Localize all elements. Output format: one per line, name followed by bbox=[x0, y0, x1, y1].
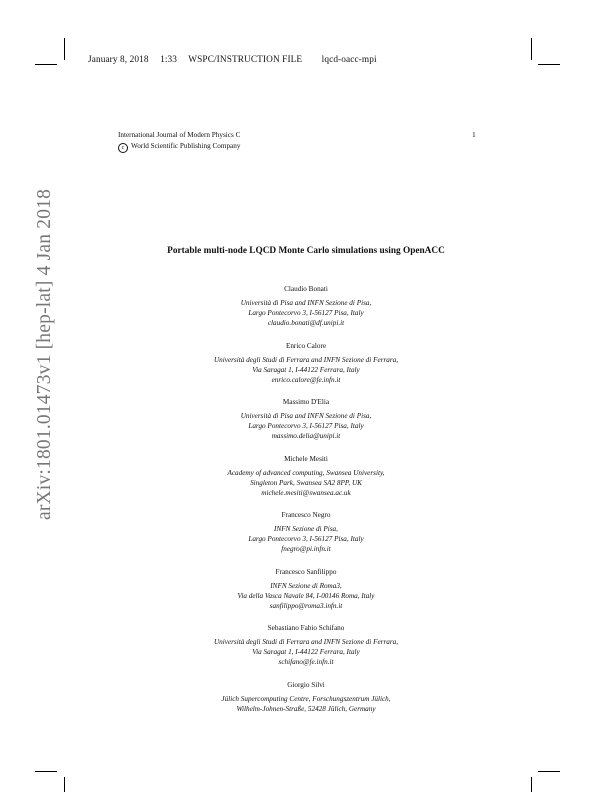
crop-mark-top-left-h bbox=[35, 64, 57, 65]
crop-mark-top-right-h bbox=[538, 64, 560, 65]
author-email: fnegro@pi.infn.it bbox=[281, 545, 331, 554]
author-block bbox=[0, 510, 612, 567]
affiliation-line: Via Saragat 1, I-44122 Ferrara, Italy bbox=[252, 365, 360, 374]
author-affiliation bbox=[0, 524, 612, 555]
author-list bbox=[0, 284, 612, 736]
author-affiliation bbox=[0, 694, 612, 714]
author-block bbox=[0, 454, 612, 511]
author-block bbox=[0, 397, 612, 454]
author-block bbox=[0, 341, 612, 398]
affiliation-line: Largo Pontecorvo 3, I-56127 Pisa, Italy bbox=[248, 309, 364, 318]
author-name: Claudio Bonati bbox=[284, 285, 328, 293]
crop-mark-bottom-right-h bbox=[538, 771, 560, 772]
page-number: 1 bbox=[472, 130, 476, 139]
running-head-file-type: WSPC/INSTRUCTION FILE bbox=[188, 55, 303, 65]
author-email: claudio.bonati@df.unipi.it bbox=[267, 319, 345, 328]
affiliation-line: Via Saragat 1, I-44122 Ferrara, Italy bbox=[252, 648, 360, 657]
paper-title: Portable multi-node LQCD Monte Carlo simulations using OpenACC bbox=[167, 246, 445, 256]
author-block bbox=[0, 284, 612, 341]
affiliation-line: INFN Sezione di Pisa, bbox=[274, 525, 338, 533]
journal-header bbox=[118, 130, 240, 153]
running-head-time: 1:33 bbox=[160, 55, 178, 65]
affiliation-line: Singleton Park, Swansea SA2 8PP, UK bbox=[250, 478, 362, 487]
crop-mark-bottom-right-v bbox=[531, 777, 532, 792]
author-name: Giorgio Silvi bbox=[287, 680, 325, 689]
author-name: Francesco Negro bbox=[281, 511, 331, 519]
author-name: Michele Mesiti bbox=[284, 454, 328, 463]
affiliation-line: Università degli Studi di Ferrara and INFN Sezione di Ferrara, bbox=[213, 355, 399, 364]
running-head bbox=[88, 55, 386, 65]
journal-name: International Journal of Modern Physics C bbox=[118, 131, 241, 139]
author-affiliation bbox=[0, 355, 612, 386]
author-name: Enrico Calore bbox=[285, 341, 327, 350]
author-name: Massimo D'Elia bbox=[282, 398, 330, 406]
arxiv-stamp: arXiv:1801.01473v1 [hep-lat] 4 Jan 2018 bbox=[34, 188, 55, 520]
author-block bbox=[0, 680, 612, 737]
affiliation-line: Università di Pisa and INFN Sezione di Pisa, bbox=[240, 412, 372, 420]
author-email: schifano@fe.infn.it bbox=[278, 658, 334, 667]
author-block bbox=[0, 623, 612, 680]
affiliation-line: Academy of advanced computing, Swansea University, bbox=[227, 468, 385, 477]
author-email: massimo.delia@unipi.it bbox=[271, 432, 341, 441]
copyright-icon: c bbox=[118, 143, 128, 153]
crop-mark-top-right-v bbox=[531, 38, 532, 60]
author-email: michele.mesiti@swansea.ac.uk bbox=[261, 488, 351, 497]
affiliation-line: Wilhelm-Johnen-Straße, 52428 Jülich, Germany bbox=[236, 704, 376, 713]
crop-mark-bottom-left-v bbox=[64, 777, 65, 792]
affiliation-line: Largo Pontecorvo 3, I-56127 Pisa, Italy bbox=[248, 535, 364, 544]
author-block bbox=[0, 567, 612, 624]
running-head-date: January 8, 2018 bbox=[88, 55, 149, 65]
affiliation-line: Via della Vasca Navale 84, I-00146 Roma, Italy bbox=[237, 591, 375, 600]
author-affiliation bbox=[0, 298, 612, 329]
author-affiliation bbox=[0, 637, 612, 668]
affiliation-line: INFN Sezione di Roma3, bbox=[270, 581, 342, 590]
author-name: Sebastiano Fabio Schifano bbox=[267, 624, 345, 632]
affiliation-line: Università degli Studi di Ferrara and INFN Sezione di Ferrara, bbox=[213, 638, 399, 646]
copyright-line bbox=[118, 141, 240, 153]
author-affiliation bbox=[0, 581, 612, 612]
author-name: Francesco Sanfilippo bbox=[275, 567, 337, 576]
author-email: enrico.calore@fe.infn.it bbox=[271, 375, 341, 384]
crop-mark-top-left-v bbox=[64, 38, 65, 60]
affiliation-line: Largo Pontecorvo 3, I-56127 Pisa, Italy bbox=[248, 422, 364, 431]
author-email: sanfilippo@roma3.infn.it bbox=[269, 601, 343, 610]
author-affiliation bbox=[0, 411, 612, 442]
affiliation-line: Jülich Supercomputing Centre, Forschungszentrum Jülich, bbox=[221, 694, 391, 703]
crop-mark-bottom-left-h bbox=[35, 771, 57, 772]
running-head-filename: lqcd-oacc-mpi bbox=[321, 55, 377, 65]
affiliation-line: Università di Pisa and INFN Sezione di Pisa, bbox=[240, 299, 372, 307]
publisher-name: World Scientific Publishing Company bbox=[131, 141, 241, 150]
author-affiliation bbox=[0, 468, 612, 499]
